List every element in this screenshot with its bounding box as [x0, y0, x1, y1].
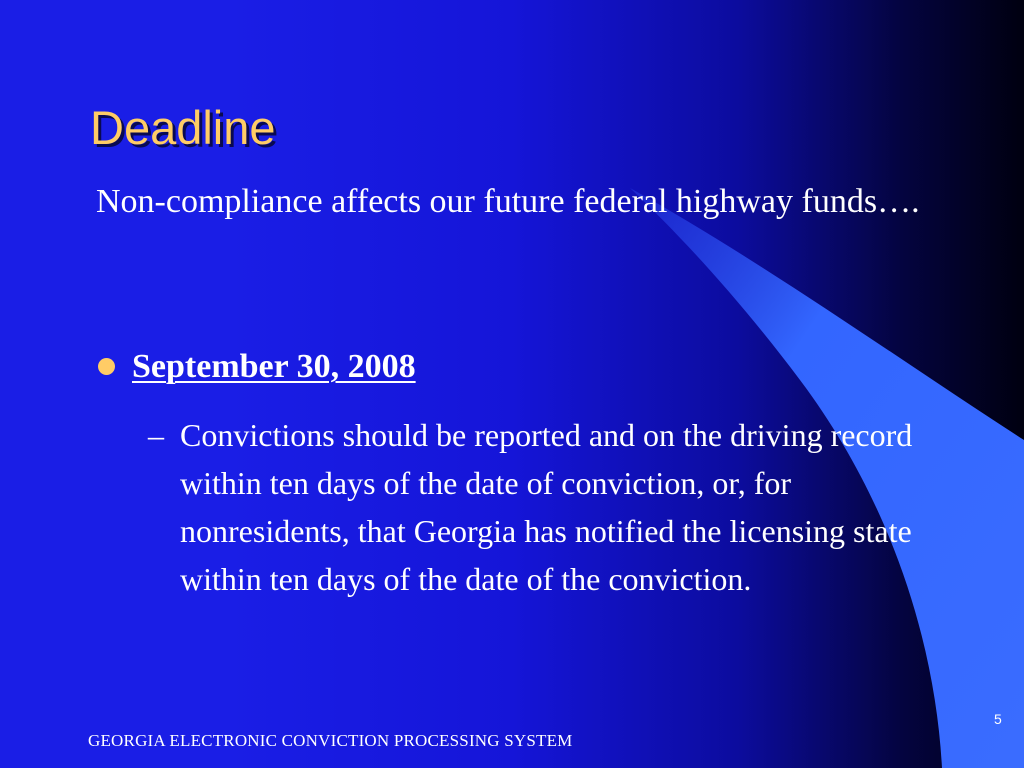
bullet-item [98, 346, 416, 388]
sub-bullet-text: Convictions should be reported and on the driving record within ten days of the date of conviction, or, for nonresidents, that Georgia has notified the licensing state within ten days of the date of the conviction. [180, 417, 913, 597]
sub-bullet-item [148, 411, 938, 603]
slide-title: Deadline [90, 101, 276, 154]
intro-text: Non-compliance affects our future federal highway funds…. [96, 183, 920, 220]
bullet-dot-icon [98, 358, 115, 375]
slide-footer: GEORGIA ELECTRONIC CONVICTION PROCESSING SYSTEM [88, 731, 573, 750]
page-number: 5 [994, 711, 1002, 727]
dash-icon: – [148, 417, 164, 453]
bullet-date: September 30, 2008 [132, 348, 416, 385]
